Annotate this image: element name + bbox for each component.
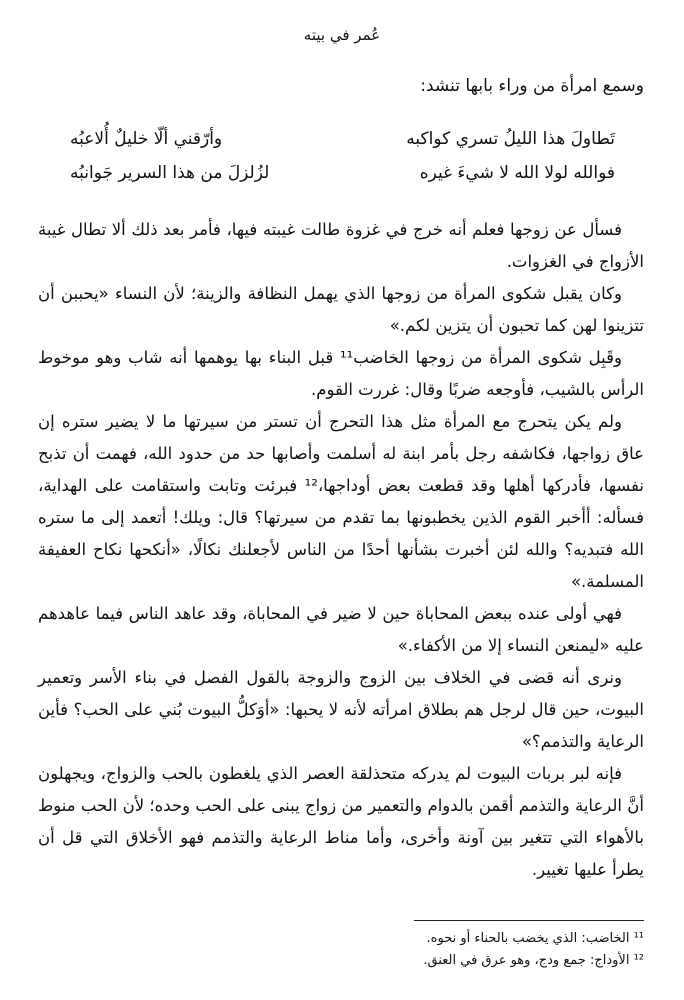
poem-hemistich-first: تَطاولَ هذا الليلُ تسري كواكبه (406, 129, 615, 149)
footnotes (38, 928, 644, 972)
poem-verse (70, 158, 615, 192)
poem-hemistich-second: لزُلزلَ من هذا السرير جَوانبُه (70, 163, 270, 183)
footnote: ¹¹ الخاضب: الذي يخضب بالحناء أو نحوه. (426, 931, 644, 946)
intro-line: وسمع امرأة من وراء بابها تنشد: (420, 76, 644, 96)
poem-hemistich-second: وأرّقني ألّا خليلٌ أُلاعبُه (70, 129, 223, 149)
poem (70, 124, 615, 192)
paragraph: ولم يكن يتحرج مع المرأة مثل هذا التحرج أن تستر من سيرتها ما لا يضير ستره إن عاق زواجها، فكاشفه رجل بأمر ابنة له أسلمت وأصابها حد من حدود الله، فهمت أن تذبح نفسها، فأدركها أهلها وقد قطعت بعض أوداجها،¹² فبرئت وتابت واستقامت على الهداية، فسأله: أأخبر القوم الذين يخطبونها بما تقدم من سيرتها؟ قال: ويلك! أتعمد إلى ما ستره الله فتبديه؟ والله لئن أخبرت بشأنها أحدًا من الناس لأجعلنك نكالًا، «أنكحها نكاح العفيفة المسلمة.» (38, 412, 644, 591)
footnote: ¹² الأوداج: جمع ودج، وهو عرق في العنق. (423, 953, 644, 968)
paragraph: فسأل عن زوجها فعلم أنه خرج في غزوة طالت غيبته فيها، فأمر بعد ذلك ألا تطال غيبة الأزواج في الغزوات. (38, 220, 644, 271)
paragraph: ونرى أنه قضى في الخلاف بين الزوج والزوجة بالقول الفصل في بناء الأسر وتعمير البيوت، حين قال لرجل هم بطلاق امرأته لأنه لا يحبها: «أوَكلُّ البيوت بُني على الحب؟ فأين الرعاية والتذمم؟» (38, 668, 644, 751)
paragraph: فإنه لبر بربات البيوت لم يدركه متحذلقة العصر الذي يلغطون بالحب والزواج، ويجهلون أنَّ الرعاية والتذمم أقمن بالدوام والتعمير من زواج يبنى على الحب وحده؛ لأن الحب منوط بالأهواء التي تتغير بين آونة وأخرى، وأما مناط الرعاية والتذمم فهو الأخلاق التي قل أن يطرأ عليها تغيير. (38, 764, 644, 879)
poem-verse (70, 124, 615, 158)
body-text (38, 214, 644, 886)
paragraph: وقَبِل شكوى المرأة من زوجها الخاضب¹¹ قبل البناء بها يوهمها أنه شاب وهو موخوط الرأس بالشيب، فأوجعه ضربًا وقال: غررت القوم. (38, 348, 644, 399)
paragraph: وكان يقبل شكوى المرأة من زوجها الذي يهمل النظافة والزينة؛ لأن النساء «يحببن أن تتزينوا لهن كما تحبون أن يتزين لكم.» (38, 284, 644, 335)
page-header: عُمر في بيته (303, 26, 381, 44)
footnote-divider (414, 920, 644, 921)
poem-hemistich-first: فوالله لولا الله لا شيءَ غيره (419, 163, 615, 183)
paragraph: فهي أولى عنده ببعض المحاباة حين لا ضير في المحاباة، وقد عاهد الناس فيما عاهدهم عليه «ليمنعن النساء إلا من الأكفاء.» (38, 604, 644, 655)
